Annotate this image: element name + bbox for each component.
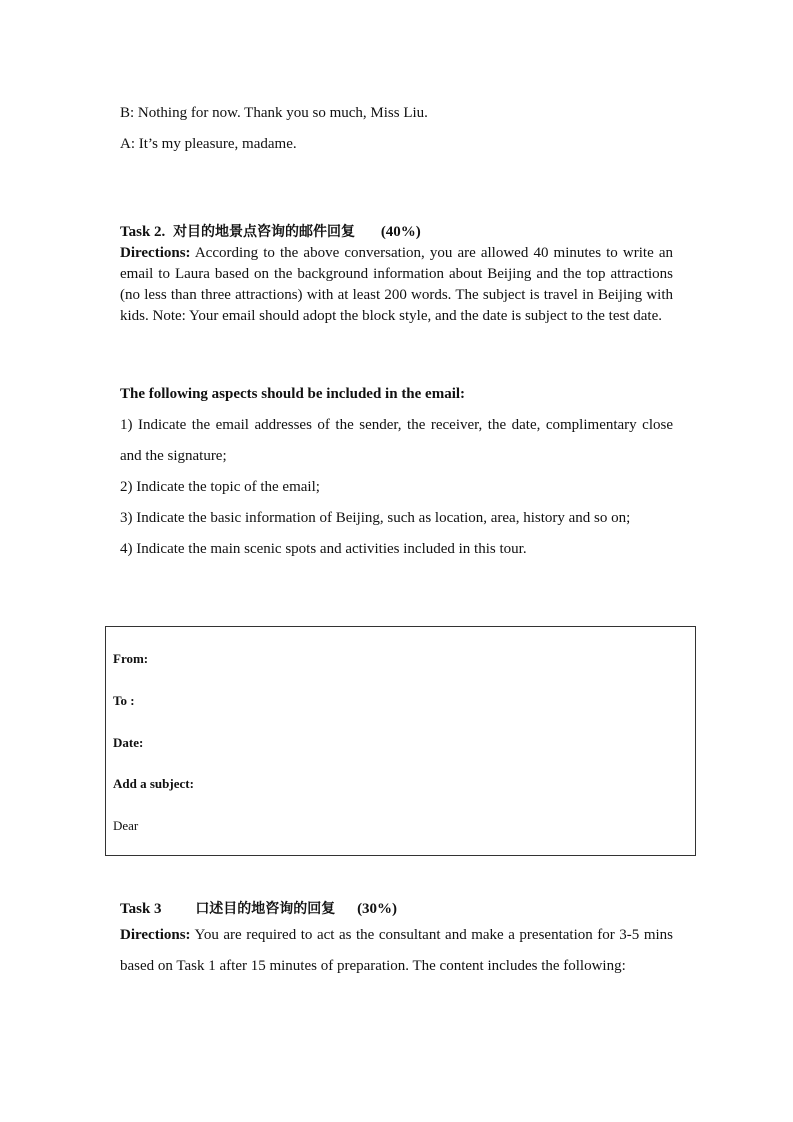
task2-heading (120, 222, 421, 243)
task2-directions-text: According to the above conversation, you are allowed 40 minutes to write an email to Laura based on the background information about Beijing and the top attractions (no less than three attractions) with at least 200 words. The subject is travel in Beijing with kids. Note: Your email should adopt the block style, and the date is subject to the test date. (120, 245, 673, 324)
task3-directions (120, 920, 673, 982)
task3-weight: (30%) (357, 901, 398, 917)
email-greeting: Dear (113, 818, 139, 833)
email-template-box (105, 626, 696, 856)
task2-label: Task 2. (120, 224, 166, 240)
task2-directions (120, 243, 673, 327)
task3-directions-text: You are required to act as the consultant and make a presentation for 3-5 mins based on Task 1 after 15 minutes of preparation. The content includes the following: (120, 927, 673, 974)
task3-label: Task 3 (120, 901, 162, 917)
email-subject-label: Add a subject: (113, 776, 194, 791)
task2-directions-label: Directions: (120, 245, 191, 261)
task3-heading (120, 899, 397, 920)
aspect-item-4: 4) Indicate the main scenic spots and activities included in this tour. (120, 541, 527, 557)
email-from-label: From: (113, 651, 149, 666)
dialogue-line-b: B: Nothing for now. Thank you so much, Miss Liu. (120, 105, 428, 121)
task2-title: 对目的地景点咨询的邮件回复 (173, 224, 356, 240)
email-to-label: To : (113, 693, 135, 708)
aspect-item-3: 3) Indicate the basic information of Beijing, such as location, area, history and so on; (120, 510, 631, 526)
aspects-heading: The following aspects should be included in the email: (120, 386, 466, 402)
aspect-item-2: 2) Indicate the topic of the email; (120, 479, 320, 495)
task2-weight: (40%) (380, 224, 421, 240)
dialogue-line-a: A: It’s my pleasure, madame. (120, 136, 297, 152)
aspect-item-1: 1) Indicate the email addresses of the sender, the receiver, the date, complimentary close and the signature; (120, 417, 673, 464)
task3-title: 口述目的地咨询的回复 (195, 901, 336, 917)
email-date-label: Date: (113, 735, 144, 750)
task3-directions-label: Directions: (120, 927, 191, 943)
